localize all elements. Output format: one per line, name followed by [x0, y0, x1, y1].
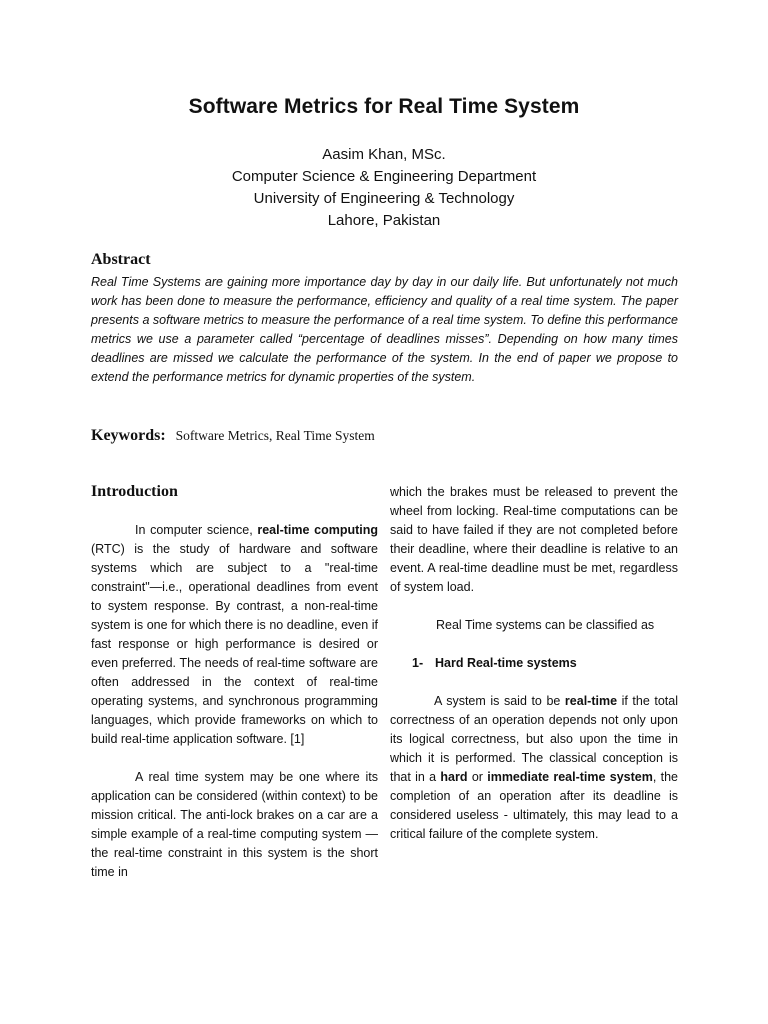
intro-p1-text-before: In computer science, — [135, 523, 258, 537]
abstract-text: Real Time Systems are gaining more importance day by day in our daily life. But unfortunately not much work has been done to measure the performance, efficiency and quality of a real time system. The paper presents a software metrics to measure the performance of a real time system. To define this performance metrics we use a parameter called “percentage of deadlines misses”. Depending on how many times deadlines are missed we calculate the performance of the system. In the end of paper we propose to extend the performance metrics for dynamic properties of the system. — [91, 275, 678, 384]
introduction-heading: Introduction — [91, 483, 178, 500]
keywords-text: Software Metrics, Real Time System — [175, 428, 375, 443]
classification-line: Real Time systems can be classified as — [436, 618, 655, 632]
keywords-line — [91, 427, 375, 445]
author-name: Aasim Khan, MSc. — [322, 146, 446, 163]
author-block — [0, 144, 768, 232]
paper-title: Software Metrics for Real Time System — [188, 95, 580, 118]
author-department: Computer Science & Engineering Department — [231, 168, 537, 185]
intro-paragraph-3 — [390, 692, 678, 844]
intro-p1-bold-term: real-time computing — [257, 523, 378, 537]
p3-text-1: A system is said to be — [434, 694, 565, 708]
p3-text-3: or — [467, 770, 488, 784]
author-location: Lahore, Pakistan — [327, 212, 441, 229]
list-item-number: 1- — [412, 656, 424, 670]
intro-paragraph-2: A real time system may be one where its application can be considered (within context) to be mission critical. The anti-lock brakes on a car are a simple example of a real-time computing system — the real-time constraint in this system is the short time in — [91, 770, 378, 879]
p3-bold-2: hard — [440, 770, 468, 784]
abstract-heading: Abstract — [91, 251, 151, 268]
p3-bold-3: immediate real-time system — [487, 770, 653, 784]
keywords-label: Keywords: — [91, 427, 166, 444]
p3-text-2: if the total correctness of an operation depends not only upon its logical correctness, but also upon the time in which it is performed. The classical conception is that in a — [390, 694, 678, 784]
author-university: University of Engineering & Technology — [253, 190, 515, 207]
intro-paragraph-1 — [91, 521, 378, 749]
intro-paragraph-2-continued: which the brakes must be released to prevent the wheel from locking. Real-time computations can be said to have failed if they are not completed before their deadline, where their deadline is relative to an event. A real-time deadline must be met, regardless of system load. — [390, 485, 678, 594]
list-item-hard-real-time — [390, 654, 678, 673]
p3-bold-1: real-time — [564, 694, 618, 708]
intro-p1-text-after: (RTC) is the study of hardware and software systems which are subject to a "real-time constraint"—i.e., operational deadlines from event to system response. By contrast, a non-real-time system is one for which there is no deadline, even if fast response or high performance is desired or even preferred. The needs of real-time software are often addressed in the context of real-time operating systems, and synchronous programming languages, which provide frameworks on which to build real-time application software. [1] — [91, 542, 378, 746]
left-column — [91, 482, 378, 882]
p3-text-4: , the completion of an operation after its deadline is considered useless - ultimately, this may lead to a critical failure of the complete system. — [390, 770, 679, 841]
right-column — [390, 483, 678, 844]
list-item-label: Hard Real-time systems — [435, 656, 577, 670]
